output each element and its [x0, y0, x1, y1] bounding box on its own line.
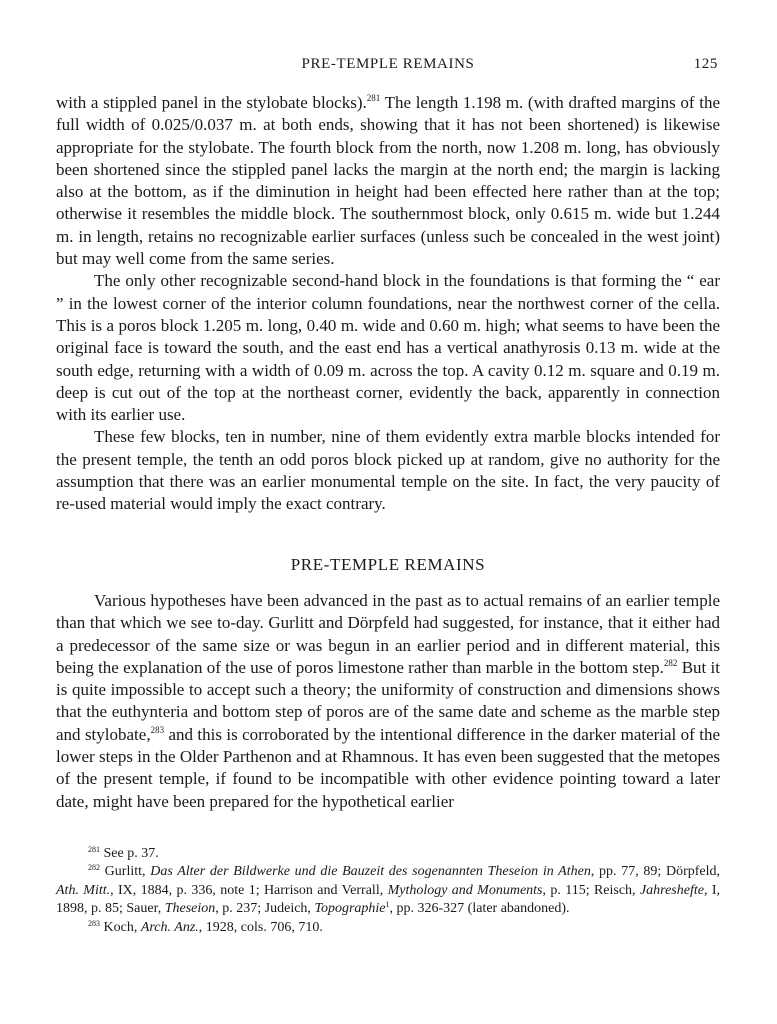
footnote-text: See p. 37. — [100, 846, 159, 861]
body-text-top — [56, 92, 720, 516]
footnote-text: , p. 237; Judeich, — [215, 901, 315, 917]
citation-title: Theseion — [164, 901, 216, 917]
page-number: 125 — [693, 56, 718, 72]
footnote-text: , IX, 1884, p. 336, note 1; Harrison and Verrall, — [110, 882, 388, 898]
paragraph-text: The length 1.198 m. (with drafted margins of the full width of 0.025/0.037 m. at both ends, showing that it has not been shortened) is likewise appropriate for the stylobate. The fourth block from the north, now 1.208 m. long, has obviously been shortened since the stippled panel lacks the margin at the north end; the margin is lacking also at the bottom, as if the diminution in height had been effected here rather than at the top; otherwise it resembles the middle block. The southernmost block, only 0.615 m. wide but 1.244 m. in length, retains no recognizable earlier surfaces (unless such be concealed in the west joint) but may well come from the same series. — [56, 93, 721, 269]
running-head-title: PRE-TEMPLE REMAINS — [301, 56, 475, 72]
footnote-mark: 281 — [88, 845, 100, 854]
body-text-section — [56, 590, 720, 813]
citation-title: Jahreshefte — [639, 882, 704, 898]
edition-superscript: 1 — [385, 900, 390, 910]
footnote-ref-281[interactable]: 281 — [366, 93, 381, 103]
footnotes — [56, 845, 720, 937]
paragraph-text: But it is quite impossible to accept such a theory; the uniformity of construction and dimensions shows that the euthynteria and bottom step of poros are of the same date and scheme as the marble step and stylobate, — [56, 657, 721, 744]
section-heading: PRE-TEMPLE REMAINS — [290, 555, 486, 574]
footnote-text: Gurlitt, — [100, 864, 151, 880]
footnote-ref-282[interactable]: 282 — [663, 657, 678, 668]
footnote-281 — [56, 845, 720, 863]
citation-title: Topographie — [314, 901, 386, 917]
footnote-text: , I, 1898, p. 85; Sauer, — [56, 882, 720, 917]
paragraph-ear-block: The only other recognizable second-hand block in the foundations is that forming the “ ear ” in the lowest corner of the interior column foundations, near the northwest corner of the cella. This is a poros block 1.205 m. long, 0.40 m. wide and 0.60 m. high; what seems to have been the original face is toward the south, and the east end has a vertical anathyrosis 0.13 m. wide at the south edge, returning with a width of 0.09 m. across the top. A cavity 0.12 m. square and 0.19 m. deep is cut out of the top at the northeast corner, evidently the back, apparently in connection with its earlier use. — [56, 271, 720, 425]
running-head — [56, 56, 720, 78]
paragraph-text: and this is corroborated by the intentional difference in the darker material of the lower steps in the Older Parthenon and at Rhamnous. It has even been suggested that the metopes of the present temple, if found to be incompatible with other evidence pointing toward a later date, might have been prepared for the hypothetical earlier — [56, 724, 721, 811]
footnote-282 — [56, 863, 720, 918]
footnote-ref-283[interactable]: 283 — [150, 724, 165, 735]
citation-title: Arch. Anz. — [140, 919, 199, 935]
footnote-283 — [56, 919, 720, 937]
paragraph-text: with a stippled panel in the stylobate blocks). — [56, 93, 367, 112]
citation-title: Ath. Mitt. — [56, 882, 111, 898]
paragraph-hypotheses — [56, 590, 720, 813]
footnote-mark: 282 — [88, 863, 100, 873]
paragraph-text: Various hypotheses have been advanced in the past as to actual remains of an earlier temple than that which we see to-day. Gurlitt and Dörpfeld had suggested, for instance, that it either had a predecessor of the same size or was begun in an earlier period and in different material, this being the explanation of the use of poros limestone rather than marble in the bottom step. — [56, 591, 720, 677]
citation-title: Mythology and Monuments — [387, 882, 543, 898]
footnote-mark: 283 — [88, 918, 100, 928]
footnote-text: , 1928, cols. 706, 710. — [198, 919, 323, 935]
paragraph-conclusion: These few blocks, ten in number, nine of them evidently extra marble blocks intended for the present temple, the tenth an odd poros block picked up at random, give no authority for the assumption that there was an earlier monumental temple on the site. In fact, the very paucity of re-used material would imply the exact contrary. — [56, 427, 720, 514]
footnote-text: , pp. 77, 89; Dörpfeld, — [590, 864, 720, 880]
citation-title: Das Alter der Bildwerke und die Bauzeit des sogenannten Theseion in Athen — [150, 864, 591, 880]
footnote-text: , p. 115; Reisch, — [542, 882, 640, 898]
paragraph-continuation — [56, 92, 720, 270]
footnote-text: , pp. 326-327 (later abandoned). — [389, 901, 570, 917]
footnote-text: Koch, — [100, 919, 141, 935]
